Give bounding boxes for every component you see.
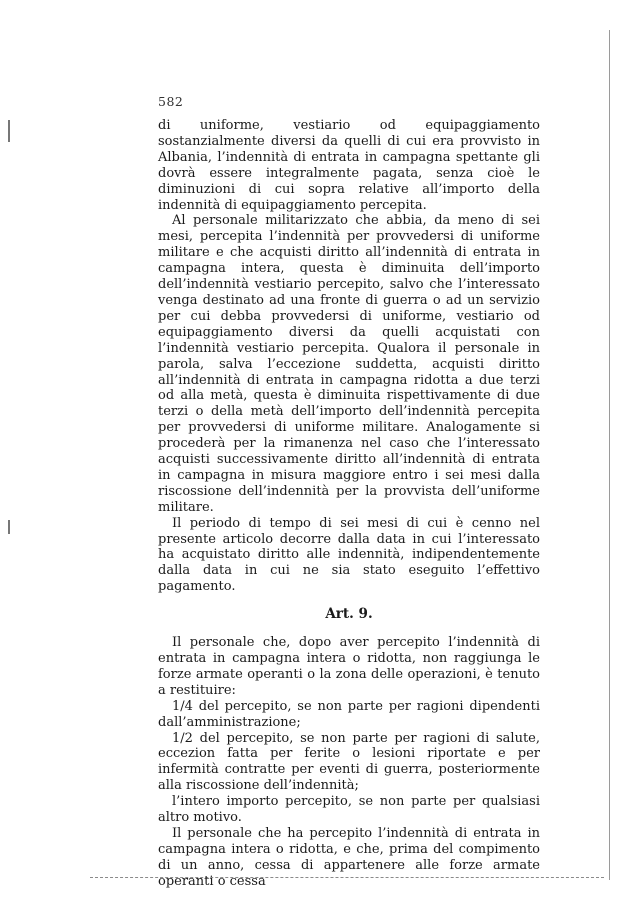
body-text [158, 118, 540, 890]
paragraph: di uniforme, vestiario od equipaggiamento sostanzialmente diversi da quelli di cui era provvisto in Albania, l’indennità di entrata in campagna spettante gli dovrà essere integralmente pagata, senza cioè le diminuzioni di cui sopra relative all’importo della indennità di equipaggiamento percepita. [158, 118, 540, 213]
body-paragraphs-top [158, 118, 540, 595]
list-item: 1/2 del percepito, se non parte per ragioni di salute, eccezion fatta per ferite o lesioni riportate e per infermità contratte per eventi di guerra, posteriormente alla riscossione dell’indennità; [158, 730, 540, 794]
body-paragraphs-bottom [158, 635, 540, 890]
page-right-edge [609, 30, 610, 880]
page-number: 582 [158, 94, 184, 109]
paragraph: Al personale militarizzato che abbia, da meno di sei mesi, percepita l’indennità per provvedersi di uniforme militare e che acquisti diritto all’indennità di entrata in campagna intera, questa è diminuita dell’importo dell’indennità vestiario percepito, salvo che l’interessato venga destinato ad una fronte di guerra o ad un servizio per cui debba provvedersi di uniforme, vestiario od equipaggiamento diversi da quelli acquistati con l’indennità vestiario percepita. Qualora il personale in parola, salva l’eccezione suddetta, acquisti diritto all’indennità di entrata in campagna ridotta a due terzi od alla metà, questa è diminuita rispettivamente di due terzi o della metà dell’importo dell’indennità percepita per provvedersi di uniforme militare. Analogamente si procederà per la rimanenza nel caso che l’interessato acquisti successivamente diritto all’indennità di entrata in campagna in misura maggiore entro i sei mesi dalla riscossione dell’indennità per la provvista dell’uniforme militare. [158, 213, 540, 515]
list-item: 1/4 del percepito, se non parte per ragioni dipendenti dall’amministrazione; [158, 698, 540, 730]
scan-margin-mark [8, 520, 10, 534]
paragraph: Il personale che, dopo aver percepito l’indennità di entrata in campagna intera o ridotta, non raggiunga le forze armate operanti o la zona delle operazioni, è tenuto a restituire: [158, 635, 540, 698]
scan-margin-mark [8, 120, 10, 142]
article-heading: Art. 9. [325, 606, 373, 623]
list-item: l’intero importo percepito, se non parte per qualsiasi altro motivo. [158, 794, 540, 826]
paragraph: Il periodo di tempo di sei mesi di cui è cenno nel presente articolo decorre dalla data in cui l’interessato ha acquistato diritto alle indennità, indipendentemente dalla data in cui ne sia stato eseguito l’effettivo pagamento. [158, 515, 540, 595]
paragraph: Il personale che ha percepito l’indennità di entrata in campagna intera o ridotta, e che, prima del compimento di un anno, cessa di appartenere alle forze armate operanti o cessa [158, 825, 540, 889]
